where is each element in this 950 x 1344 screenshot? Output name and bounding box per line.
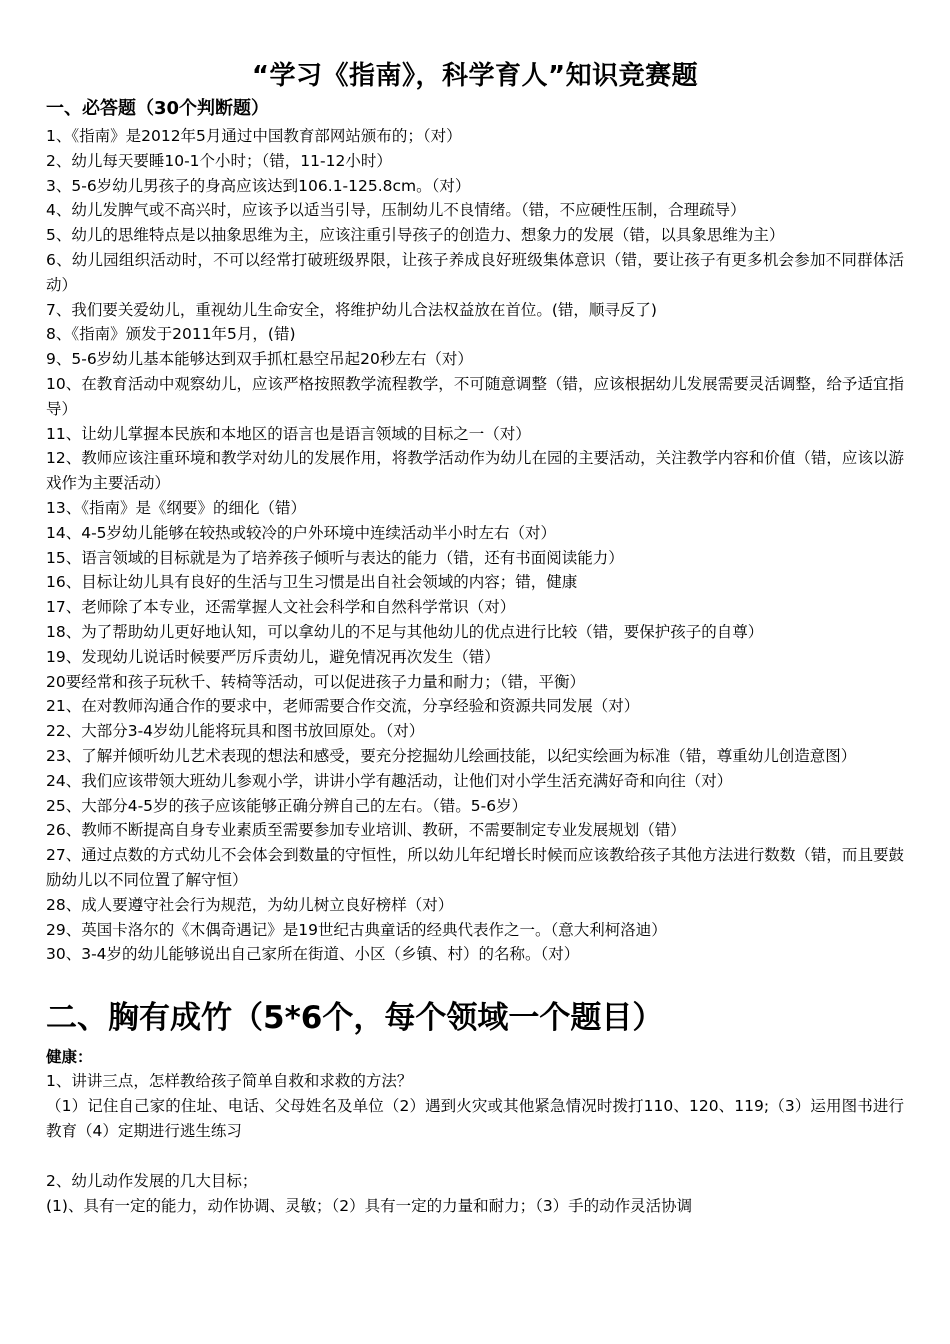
question-item: 7、我们要关爱幼儿，重视幼儿生命安全，将维护幼儿合法权益放在首位。(错，顺寻反了): [46, 300, 657, 319]
section-1-heading: 一、必答题（30个判断题）: [46, 98, 270, 119]
question-1: 1、讲讲三点，怎样教给孩子简单自救和求救的方法？: [46, 1072, 413, 1091]
question-item: 27、通过点数的方式幼儿不会体会到数量的守恒性，所以幼儿年纪增长时候而应该教给孩子其他方法进行数数（错，而且要鼓励幼儿以不同位置了解守恒）: [46, 846, 904, 889]
question-item: 21、在对教师沟通合作的要求中，老师需要合作交流，分享经验和资源共同发展（对）: [46, 697, 640, 716]
answer-2: (1)、具有一定的能力，动作协调、灵敏；（2）具有一定的力量和耐力；（3）手的动作灵活协调: [46, 1197, 693, 1216]
question-item: 15、语言领域的目标就是为了培养孩子倾听与表达的能力（错，还有书面阅读能力）: [46, 548, 624, 567]
question-item: 18、为了帮助幼儿更好地认知，可以拿幼儿的不足与其他幼儿的优点进行比较（错，要保护孩子的自尊）: [46, 622, 764, 641]
health-subheading: 健康：: [46, 1048, 93, 1067]
question-item: 6、幼儿园组织活动时，不可以经常打破班级界限，让孩子养成良好班级集体意识（错，要让孩子有更多机会参加不同群体活动）: [46, 250, 904, 294]
question-item: 23、了解并倾听幼儿艺术表现的想法和感受，要充分挖掘幼儿绘画技能，以纪实绘画为标准（错，尊重幼儿创造意图）: [46, 746, 857, 765]
paragraph-spacer: [46, 1144, 904, 1169]
question-item: 4、幼儿发脾气或不高兴时，应该予以适当引导，压制幼儿不良情绪。（错，不应硬性压制，合理疏导）: [46, 201, 746, 220]
question-item: 14、4-5岁幼儿能够在较热或较冷的户外环境中连续活动半小时左右（对）: [46, 523, 557, 542]
question-item: 3、5-6岁幼儿男孩子的身高应该达到106.1-125.8cm。（对）: [46, 176, 471, 195]
question-item: 17、老师除了本专业，还需掌握人文社会科学和自然科学常识（对）: [46, 598, 516, 617]
question-item: 10、在教育活动中观察幼儿，应该严格按照教学流程教学，不可随意调整（错，应该根据幼儿发展需要灵活调整，给予适宜指导）: [46, 374, 904, 418]
question-item: 1、《指南》是2012年5月通过中国教育部网站颁布的；（对）: [46, 127, 462, 145]
question-item: 20要经常和孩子玩秋千、转椅等活动，可以促进孩子力量和耐力；（错，平衡）: [46, 672, 585, 691]
section-2-heading: 二、胸有成竹（5*6个，每个领域一个题目）: [46, 1000, 664, 1037]
question-item: 28、成人要遵守社会行为规范，为幼儿树立良好榜样（对）: [46, 895, 454, 914]
question-item: 26、教师不断提高自身专业素质至需要参加专业培训、教研，不需要制定专业发展规划（错）: [46, 821, 686, 840]
question-item: 2、幼儿每天要睡10-1个小时；（错，11-12小时）: [46, 151, 392, 170]
question-item: 12、教师应该注重环境和教学对幼儿的发展作用，将教学活动作为幼儿在园的主要活动，关注教学内容和价值（错，应该以游戏作为主要活动）: [46, 449, 904, 493]
question-2: 2、幼儿动作发展的几大目标；: [46, 1172, 258, 1191]
document-title: “学习《指南》，科学育人”知识竞赛题: [251, 61, 699, 91]
question-item: 9、5-6岁幼儿基本能够达到双手抓杠悬空吊起20秒左右（对）: [46, 350, 473, 369]
question-item: 22、大部分3-4岁幼儿能将玩具和图书放回原处。（对）: [46, 722, 425, 741]
question-item: 30、3-4岁的幼儿能够说出自己家所在街道、小区（乡镇、村）的名称。（对）: [46, 945, 580, 964]
question-item: 29、英国卡洛尔的《木偶奇遇记》是19世纪古典童话的经典代表作之一。（意大利柯洛迪）: [46, 920, 667, 939]
question-list: [46, 124, 904, 967]
question-item: 13、《指南》是《纲要》的细化（错）: [46, 498, 306, 517]
question-item: 16、目标让幼儿具有良好的生活与卫生习惯是出自社会领域的内容；错，健康: [46, 573, 578, 592]
answer-1: （1）记住自己家的住址、电话、父母姓名及单位（2）遇到火灾或其他紧急情况时拨打110、120、119;（3）运用图书进行教育（4）定期进行逃生练习: [46, 1097, 904, 1141]
question-item: 25、大部分4-5岁的孩子应该能够正确分辨自己的左右。（错。5-6岁）: [46, 796, 528, 815]
question-item: 8、《指南》颁发于2011年5月，(错): [46, 325, 296, 344]
question-item: 24、我们应该带领大班幼儿参观小学，讲讲小学有趣活动，让他们对小学生活充满好奇和向往（对）: [46, 771, 733, 790]
question-item: 5、幼儿的思维特点是以抽象思维为主，应该注重引导孩子的创造力、想象力的发展（错，以具象思维为主）: [46, 226, 785, 245]
question-item: 11、让幼儿掌握本民族和本地区的语言也是语言领域的目标之一（对）: [46, 424, 531, 443]
question-item: 19、发现幼儿说话时候要严厉斥责幼儿，避免情况再次发生（错）: [46, 647, 500, 666]
